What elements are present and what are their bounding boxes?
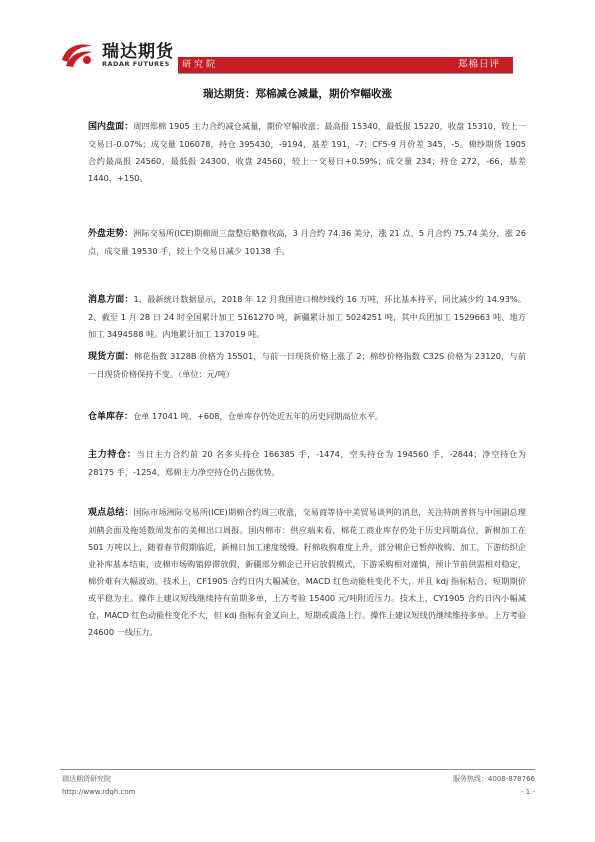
section-foreign: [88, 225, 526, 260]
footer-left: [62, 773, 135, 799]
footer-website-link[interactable]: http://www.rdqh.com: [62, 788, 136, 796]
footer-right: [453, 773, 535, 799]
section-text: 棉花指数 3128B 价格为 15501，与前一日现货价格上涨了 2；棉纱价格指数 C32S 价格为 23120，与前一日现货价格保持不变。（单位：元/吨）: [88, 351, 526, 379]
section-text: 国际市场洲际交易所(ICE)期棉合约周三收涨，交易商等待中美贸易谈判的消息，关注特朗普将与中国副总理刘鹤会面及拖延数周发布的美棉出口周报。国内棉市：供应端来看，棉花工商业库存仍处于历史同期高位，新棉加工在 501 万吨以上，随着春节假期临近，新棉日加工速度缓慢。籽棉收购难度上升，部分棉企已暂停收购、加工，下游纺织企业补库基本结束，皮棉市场购销停滞放假，新疆部分棉企已开启放假模式，下游采购相对谨慎，预计节前供需相对稳定，棉价难有大幅波动。技术上，CF1905 合约日内大幅减仓，MACD 红色动能柱变化不大，并且 kdj 指标粘合，短期期价或平稳为主。操作上建议短线继续持有前期多单，上方考验 15400 元/吨附近压力。技术上，CY1905 合约日内小幅减仓，MACD 红色动能柱变化不大，但 kdj 指标有金叉向上，短期或震荡上行。操作上建议短线仍继续维持多单。上方考验 24600 一线压力。: [88, 507, 526, 637]
section-domestic: [88, 118, 526, 187]
footer-org: 瑞达期货研究院: [62, 775, 111, 783]
report-title: 瑞达期货：郑棉减仓减量，期价窄幅收涨: [203, 88, 392, 100]
section-text: 洲际交易所(ICE)期棉周三盘整后略微收高，3 月合约 74.36 美分，涨 21 点，5 月合约 75.74 美分，涨 26 点，成交量 19530 手，较上个交易日减少 10138 手。: [88, 228, 526, 256]
section-label: 消息方面：: [88, 295, 134, 305]
page-number: - 1 -: [521, 788, 535, 796]
section-label: 仓单库存：: [88, 412, 134, 422]
report-type-label: 郑棉日评: [458, 59, 501, 70]
section-label: 观点总结：: [88, 508, 134, 518]
footer-hotline: 服务热线：4008-878766: [452, 775, 535, 783]
department-label: 研究院: [182, 60, 219, 70]
section-label: 主力持仓：: [88, 450, 137, 460]
page-header: [0, 0, 595, 80]
section-label: 国内盘面：: [88, 122, 134, 132]
section-text: 1、最新统计数据显示，2018 年 12 月我国进口棉纱线约 16 万吨，环比基本持平，同比减少约 14.93%。 2、截至 1 月 28 日 24 时全国累计加工 5161270 吨，新疆累计加工 5024251 吨，其中兵团加工 1529663 吨、地方加工 3494588 吨。内地累计加工 137019 吨。: [88, 294, 526, 339]
section-summary: [88, 504, 526, 641]
section-spot: [88, 348, 526, 383]
section-label: 现货方面：: [88, 352, 134, 362]
radar-logo-icon: [60, 40, 94, 68]
brand-name-cn: 瑞达期货: [102, 42, 174, 62]
section-news: [88, 291, 526, 343]
section-warehouse: [88, 408, 526, 426]
section-positions: [88, 446, 526, 481]
header-divider: [178, 73, 513, 74]
brand-name-en: RADAR FUTURES: [102, 60, 170, 68]
section-text: 当日主力合约前 20 名多头持仓 166385 手，-1474，空头持仓为 194560 手，-2844；净空持仓为 28175 手，-1254，郑棉主力净空持仓仍占据优势。: [88, 449, 526, 477]
section-label: 外盘走势：: [88, 229, 134, 239]
section-text: 仓单 17041 吨，+608，仓单库存仍处近五年的历史同期高位水平。: [133, 411, 384, 421]
section-text: 周四郑棉 1905 主力合约减仓减量，期价窄幅收涨；最高报 15340，最低报 15220，收盘 15310，较上一交易日-0.07%；成交量 106078，持仓 395430，-9194，基差 191，-7；CF5-9 月价差 345，-5。棉纱期货 1905 合约最高报 24560，最低报 24300，收盘 24560，较上一交易日+0.59%；成交量 234；持仓 272，-66，基差 1440，+150。: [88, 121, 526, 183]
footer-divider: [60, 769, 535, 770]
